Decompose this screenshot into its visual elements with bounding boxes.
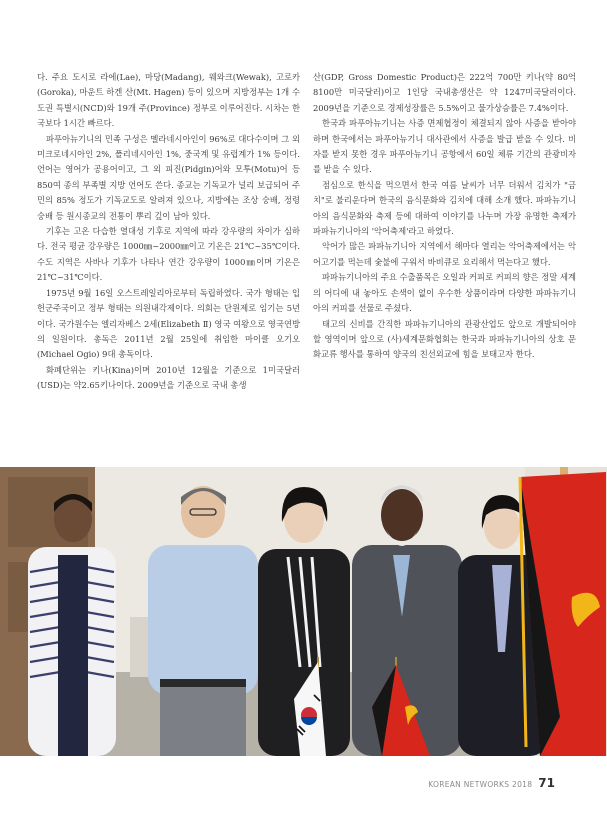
paragraph: 한국과 파푸아뉴기니는 사증 면제협정이 체결되지 않아 사증을 받아야 하며 한국에서는 파푸아뉴기니 대사관에서 사증을 발급 받을 수 있다. 비자를 받지 못한 경우 파푸아뉴기니 공항에서 60일 체류 기간의 관광비자를 받을 수 있다. (313, 118, 576, 175)
left-text-column (37, 70, 300, 394)
paragraph: 화폐단위는 키나(Kina)이며 2010년 12월을 기준으로 1미국달러(USD)는 약2.65키나이다. 2009년을 기준으로 국내 총생 (37, 364, 300, 391)
paragraph: 태고의 신비를 간직한 파파뉴기니아의 관광산업도 앞으로 개발되어야 할 영역이며 앞으로 (사)세계문화협회는 한국과 파파뉴기니아의 상호 문화교류 행사를 통하여 양국의 친선외교에 힘을 보태고자 한다. (313, 318, 576, 360)
paragraph: 점심으로 한식을 먹으면서 한국 여름 날씨가 너무 더워서 김치가 "금치"로 불리운다며 한국의 음식문화와 김치에 대해 소개 했다. 파파뉴기니아의 음식문화와 축제 등에 대하여 이야기를 나누며 가장 유명한 축제가 파파뉴기니아의 '악어축제'라고 하였다. (313, 179, 576, 237)
right-text-column (313, 70, 576, 363)
paragraph: 1975년 9월 16일 오스트레일리아로부터 독립하였다. 국가 형태는 입헌군주국이고 정부 형태는 의원내각제이다. 의회는 단원제로 임기는 5년이다. 국가원수는 엘리자베스 2세(Elizabeth Ⅱ) 영국 여왕으로 영국연방의 일원이다. 총독은 2011년 2월 25일에 취임한 마이클 오기오(Michael Ogio) 9대 총독이다. (37, 287, 300, 360)
page-footer (428, 776, 555, 790)
paragraph: 산(GDP, Gross Domestic Product)은 222억 700만 키나(약 80억 8100만 미국달러)이고 1인당 국내총생산은 약 1247미국달러이다. 2009년을 기준으로 경제성장률은 5.5%이고 물가상승률은 7.4%이다. (313, 72, 576, 113)
paragraph: 파파뉴기니아의 주요 수출품목은 오일과 커피로 커피의 향은 정말 세계의 어디에 내 놓아도 손색이 없이 우수한 상품이라며 다양한 파파뉴기니아의 커피를 선물로 주셨다. (313, 272, 576, 314)
group-photo-illustration (0, 467, 607, 756)
page-number: 71 (538, 776, 555, 790)
group-photo (0, 467, 607, 756)
paragraph: 파푸아뉴기니의 민족 구성은 멜라네시아인이 96%로 대다수이며 그 외 미크로네시아인 2%, 폴리네시아인 1%, 중국계 및 유럽계가 1% 등이다. 언어는 영어가 공용어이고, 그 외 피진(Pidgin)어와 모투(Motu)어 등 850여 종의 부족별 지방 언어도 쓴다. 종교는 기독교가 널리 보급되어 주민의 85% 정도가 기독교도로 알려져 있으나, 지방에는 조상 숭배, 정령 숭배 등 원시종교의 전통이 뿌리 깊이 남아 있다. (37, 133, 300, 221)
paragraph: 기후는 고온 다습한 열대성 기후로 지역에 따라 강우량의 차이가 심하다. 전국 평균 강우량은 1000㎜~2000㎜이고 기온은 21℃~35℃이다. 수도 지역은 사바나 기후가 나타나 연간 강우량이 1000㎜이며 기온은 21℃~31℃이다. (37, 226, 300, 283)
publication-name: KOREAN NETWORKS 2018 (428, 780, 533, 789)
paragraph: 악어가 많은 파파뉴기니아 지역에서 해마다 열리는 악어축제에서는 악어고기를 먹는데 숯불에 구워서 바비큐로 요리해서 먹는다고 했다. (313, 241, 576, 267)
paragraph: 다. 주요 도시로 라에(Lae), 마당(Madang), 웨와크(Wewak), 고로카(Goroka), 마운트 하겐 산(Mt. Hagen) 등이 있으며 지방정부는 1개 수도권 특별시(NCD)와 19개 주(Province) 정부로 이루어진다. 시차는 한국보다 1시간 빠르다. (37, 72, 300, 129)
